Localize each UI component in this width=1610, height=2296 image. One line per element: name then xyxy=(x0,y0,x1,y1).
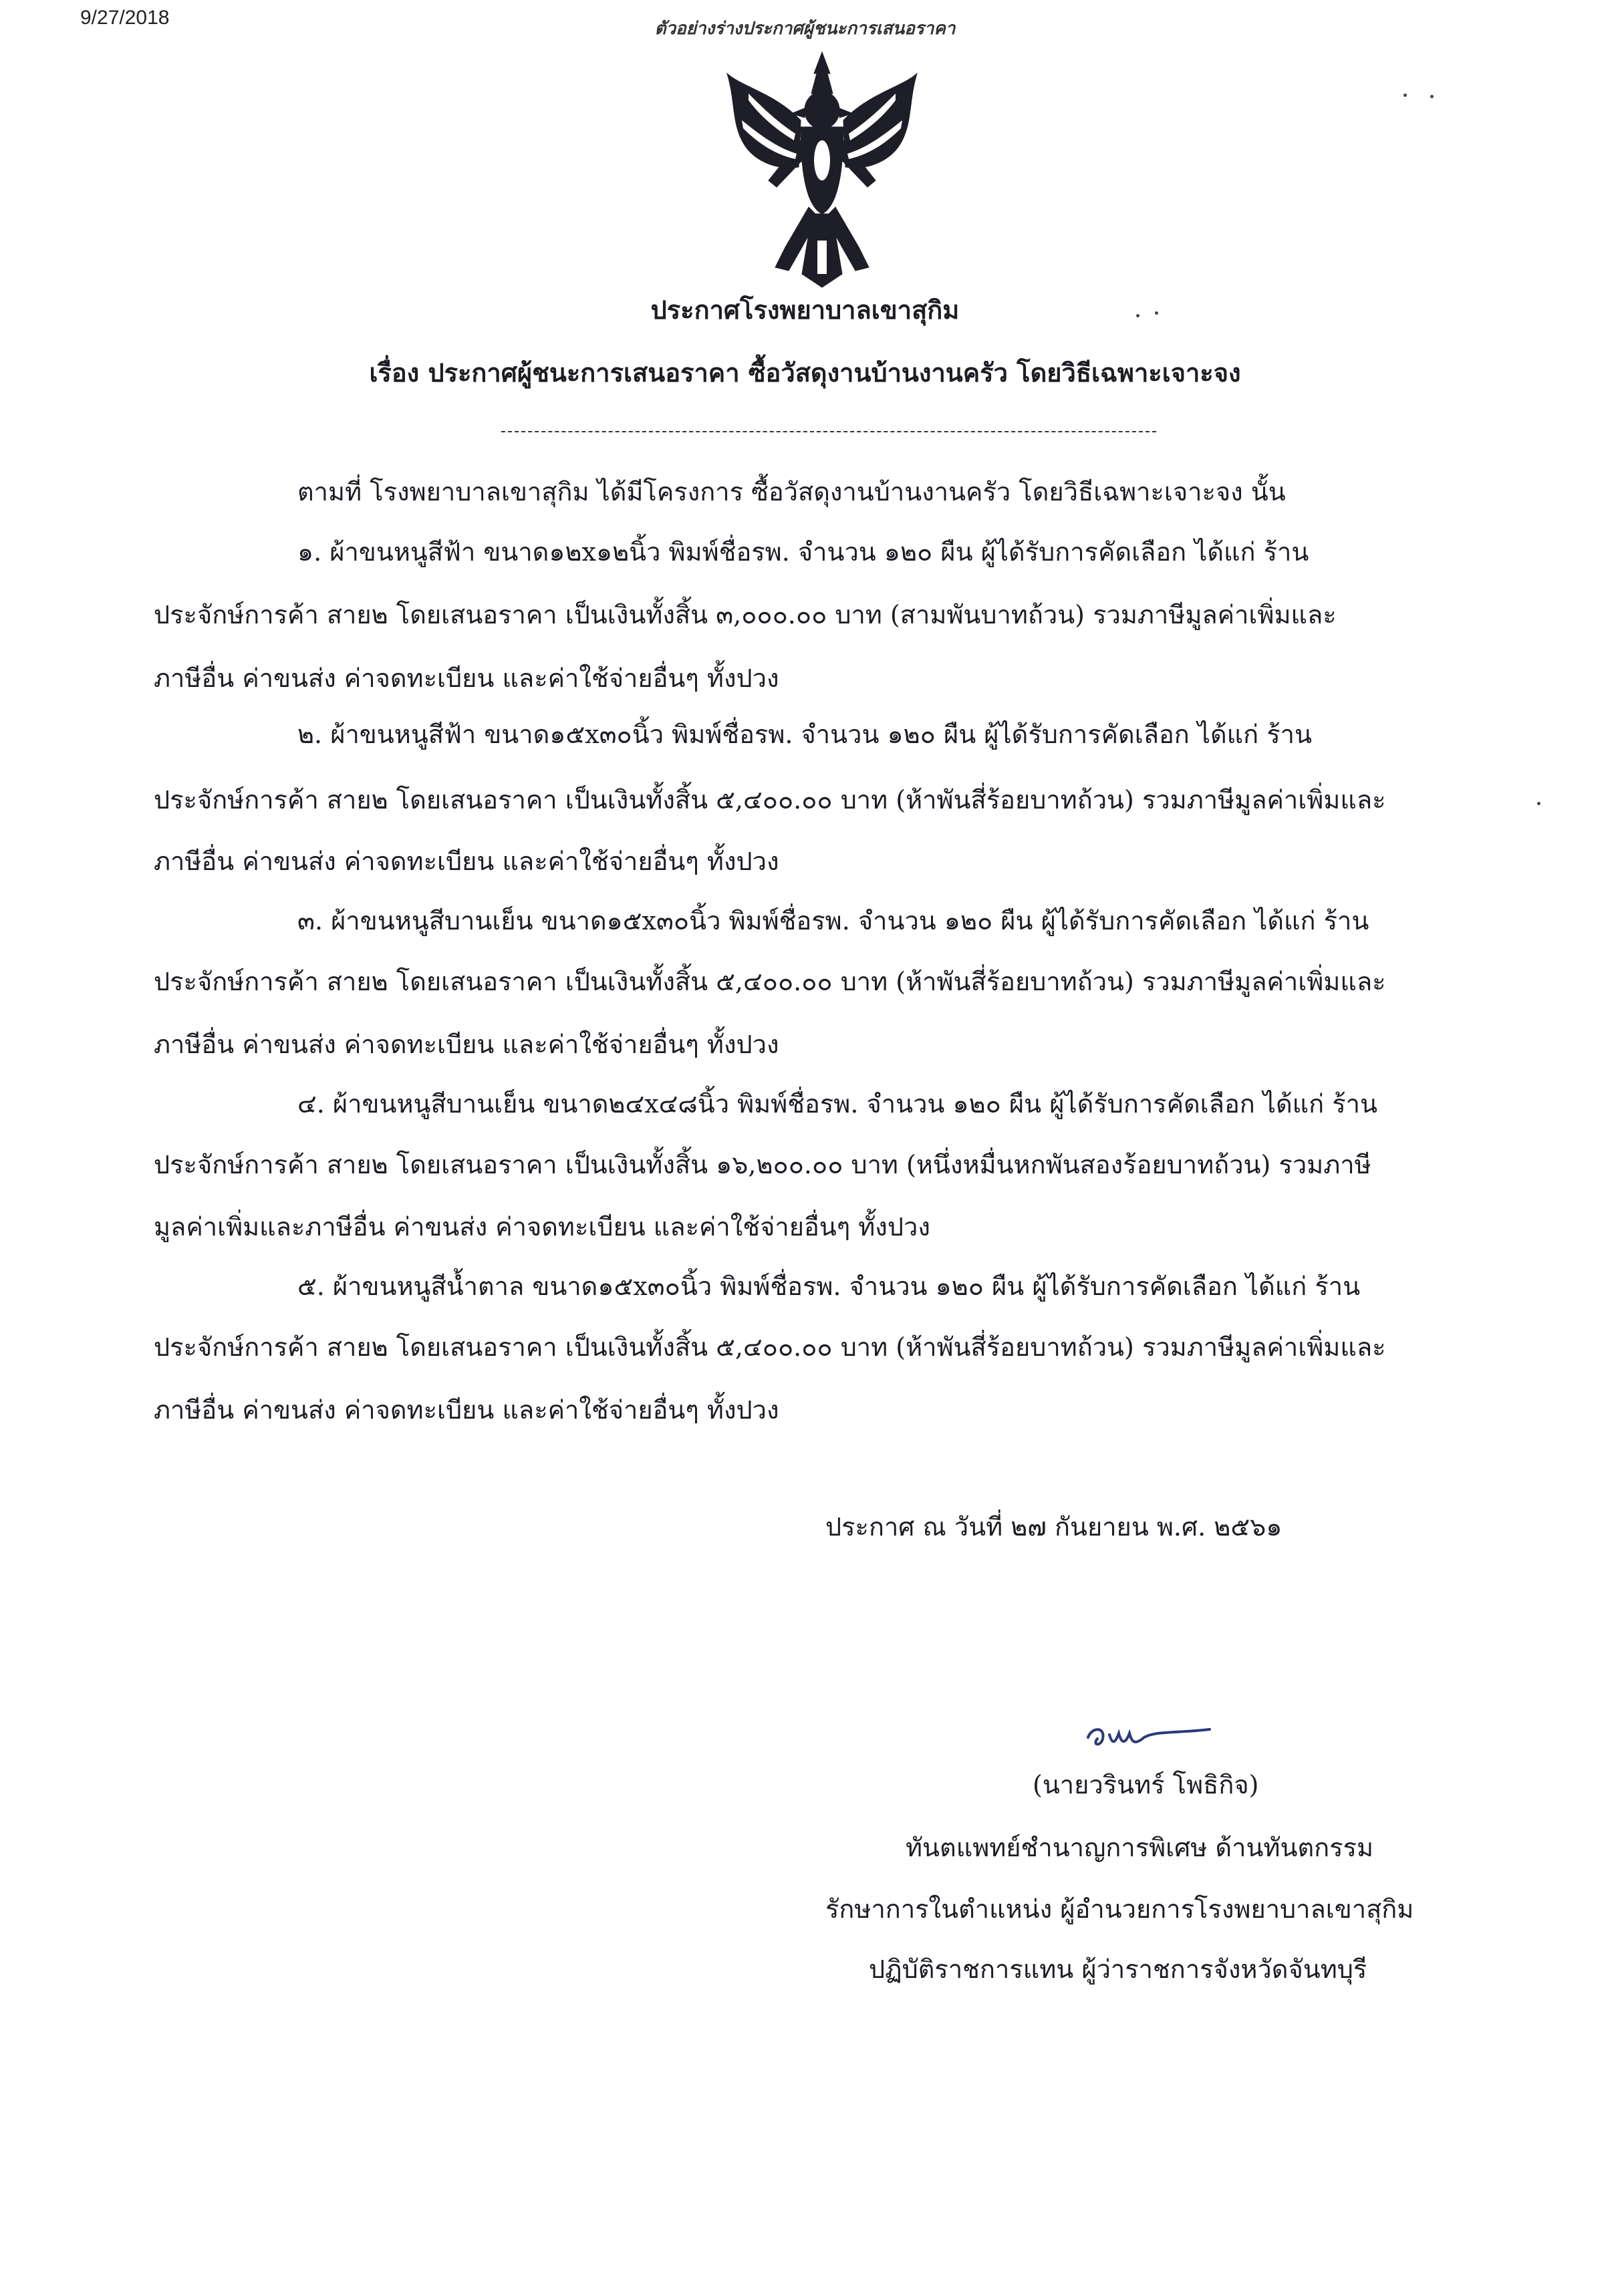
signer-position-2: รักษาการในตำแหน่ง ผู้อำนวยการโรงพยาบาลเขาสุกิม xyxy=(825,1894,1414,1924)
intro-paragraph: ตามที่ โรงพยาบาลเขาสุกิม ได้มีโครงการ ซื้อวัสดุงานบ้านงานครัว โดยวิธีเฉพาะเจาะจง นั้น xyxy=(297,477,1286,507)
item-1-line-2: ประจักษ์การค้า สาย๒ โดยเสนอราคา เป็นเงินทั้งสิ้น ๓,๐๐๐.๐๐ บาท (สามพันบาทถ้วน) รวมภาษีมูลค่าเพิ่มและ xyxy=(154,600,1337,629)
item-2-line-1: ๒. ผ้าขนหนูสีฟ้า ขนาด๑๕x๓๐นิ้ว พิมพ์ชื่อรพ. จำนวน ๑๒๐ ผืน ผู้ได้รับการคัดเลือก ได้แก่ ร้าน xyxy=(297,720,1312,749)
item-3-line-3: ภาษีอื่น ค่าขนส่ง ค่าจดทะเบียน และค่าใช้จ่ายอื่นๆ ทั้งปวง xyxy=(154,1030,779,1059)
item-2-line-2: ประจักษ์การค้า สาย๒ โดยเสนอราคา เป็นเงินทั้งสิ้น ๕,๔๐๐.๐๐ บาท (ห้าพันสี่ร้อยบาทถ้วน) รวมภาษีมูลค่าเพิ่มและ xyxy=(154,785,1386,815)
scan-speck xyxy=(1136,314,1139,317)
item-5-line-2: ประจักษ์การค้า สาย๒ โดยเสนอราคา เป็นเงินทั้งสิ้น ๕,๔๐๐.๐๐ บาท (ห้าพันสี่ร้อยบาทถ้วน) รวมภาษีมูลค่าเพิ่มและ xyxy=(154,1332,1386,1362)
scan-speck xyxy=(1430,95,1434,98)
signer-name: (นายวรินทร์ โพธิกิจ) xyxy=(1033,1770,1259,1800)
subject-line: เรื่อง ประกาศผู้ชนะการเสนอราคา ซื้อวัสดุงานบ้านงานครัว โดยวิธีเฉพาะเจาะจง xyxy=(369,358,1241,388)
header-note: ตัวอย่างร่างประกาศผู้ชนะการเสนอราคา xyxy=(654,19,956,39)
scan-speck xyxy=(1155,311,1158,315)
print-date: 9/27/2018 xyxy=(80,7,170,29)
item-3-line-1: ๓. ผ้าขนหนูสีบานเย็น ขนาด๑๕x๓๐นิ้ว พิมพ์ชื่อรพ. จำนวน ๑๒๐ ผืน ผู้ได้รับการคัดเลือก ได้แก่ ร้าน xyxy=(297,906,1369,936)
item-5-line-3: ภาษีอื่น ค่าขนส่ง ค่าจดทะเบียน และค่าใช้จ่ายอื่นๆ ทั้งปวง xyxy=(154,1395,779,1425)
item-2-line-3: ภาษีอื่น ค่าขนส่ง ค่าจดทะเบียน และค่าใช้จ่ายอื่นๆ ทั้งปวง xyxy=(154,847,779,876)
scan-speck xyxy=(1537,802,1540,805)
signature-icon xyxy=(1083,1717,1216,1757)
dashed-divider xyxy=(501,431,1156,432)
item-1-line-3: ภาษีอื่น ค่าขนส่ง ค่าจดทะเบียน และค่าใช้จ่ายอื่นๆ ทั้งปวง xyxy=(154,664,779,693)
announce-date: ประกาศ ณ วันที่ ๒๗ กันยายน พ.ศ. ๒๕๖๑ xyxy=(825,1512,1283,1542)
page-title: ประกาศโรงพยาบาลเขาสุกิม xyxy=(650,295,960,325)
signer-position-3: ปฏิบัติราชการแทน ผู้ว่าราชการจังหวัดจันทบุรี xyxy=(869,1955,1367,1984)
signer-position-1: ทันตแพทย์ชำนาญการพิเศษ ด้านทันตกรรม xyxy=(906,1833,1373,1862)
garuda-emblem-icon xyxy=(722,47,922,294)
scan-speck xyxy=(1403,94,1407,97)
item-5-line-1: ๕. ผ้าขนหนูสีน้ำตาล ขนาด๑๕x๓๐นิ้ว พิมพ์ชื่อรพ. จำนวน ๑๒๐ ผืน ผู้ได้รับการคัดเลือก ได้แก่ ร้าน xyxy=(297,1272,1361,1301)
item-4-line-1: ๔. ผ้าขนหนูสีบานเย็น ขนาด๒๔x๔๘นิ้ว พิมพ์ชื่อรพ. จำนวน ๑๒๐ ผืน ผู้ได้รับการคัดเลือก ได้แก่ ร้าน xyxy=(297,1089,1377,1119)
item-3-line-2: ประจักษ์การค้า สาย๒ โดยเสนอราคา เป็นเงินทั้งสิ้น ๕,๔๐๐.๐๐ บาท (ห้าพันสี่ร้อยบาทถ้วน) รวมภาษีมูลค่าเพิ่มและ xyxy=(154,967,1386,996)
item-4-line-2: ประจักษ์การค้า สาย๒ โดยเสนอราคา เป็นเงินทั้งสิ้น ๑๖,๒๐๐.๐๐ บาท (หนึ่งหมื่นหกพันสองร้อยบาทถ้วน) รวมภาษี xyxy=(154,1150,1371,1179)
item-4-line-3: มูลค่าเพิ่มและภาษีอื่น ค่าขนส่ง ค่าจดทะเบียน และค่าใช้จ่ายอื่นๆ ทั้งปวง xyxy=(154,1212,930,1242)
item-1-line-1: ๑. ผ้าขนหนูสีฟ้า ขนาด๑๒x๑๒นิ้ว พิมพ์ชื่อรพ. จำนวน ๑๒๐ ผืน ผู้ได้รับการคัดเลือก ได้แก่ ร้าน xyxy=(297,537,1309,567)
